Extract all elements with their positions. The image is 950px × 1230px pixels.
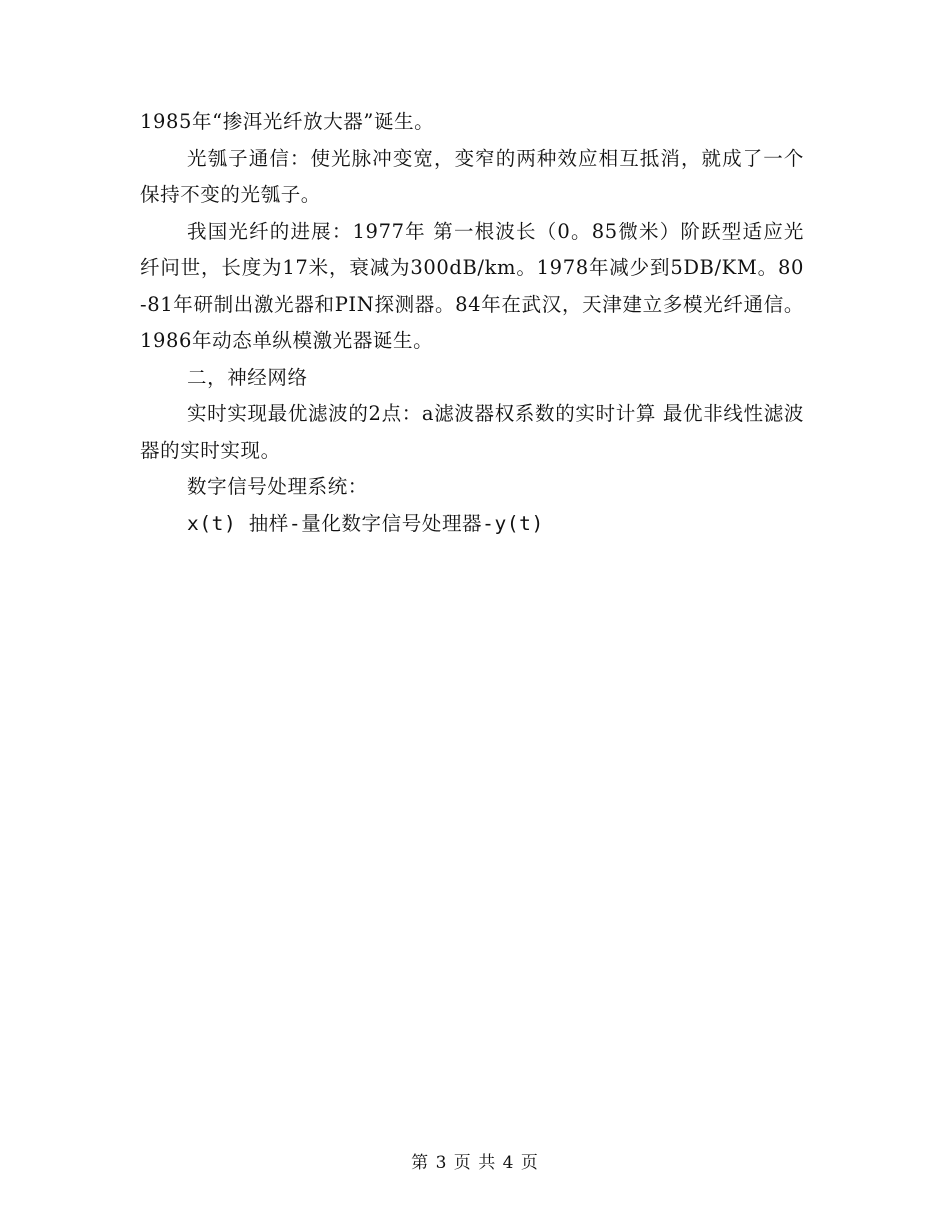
section-heading-neural-network: 二，神经网络: [187, 365, 308, 389]
document-body: [140, 104, 804, 542]
paragraph-signal-chain: x(t) 抽样-量化数字信号处理器-y(t): [187, 511, 544, 535]
paragraph-soliton-communication: 光瓠子通信：使光脉冲变宽，变窄的两种效应相互抵消，就成了一个保持不变的光瓠子。: [140, 146, 804, 206]
paragraph-china-fiber-progress: 我国光纤的进展：1977年 第一根波长（0。85微米）阶跃型适应光纤问世，长度为17米，衰减为300dB/km。1978年减少到5DB/KM。80-81年研制出激光器和PIN探测器。84年在武汉，天津建立多模光纤通信。1986年动态单纵模激光器诞生。: [140, 219, 804, 352]
paragraph-optimal-filtering: 实时实现最优滤波的2点：a滤波器权系数的实时计算 最优非线性滤波器的实时实现。: [140, 402, 804, 462]
page-number-footer: 第 3 页 共 4 页: [411, 1153, 539, 1173]
paragraph-dsp-system: 数字信号处理系统：: [187, 475, 368, 498]
paragraph-amplifier-birth: 1985年“掺洱光纤放大器”诞生。: [140, 110, 435, 133]
